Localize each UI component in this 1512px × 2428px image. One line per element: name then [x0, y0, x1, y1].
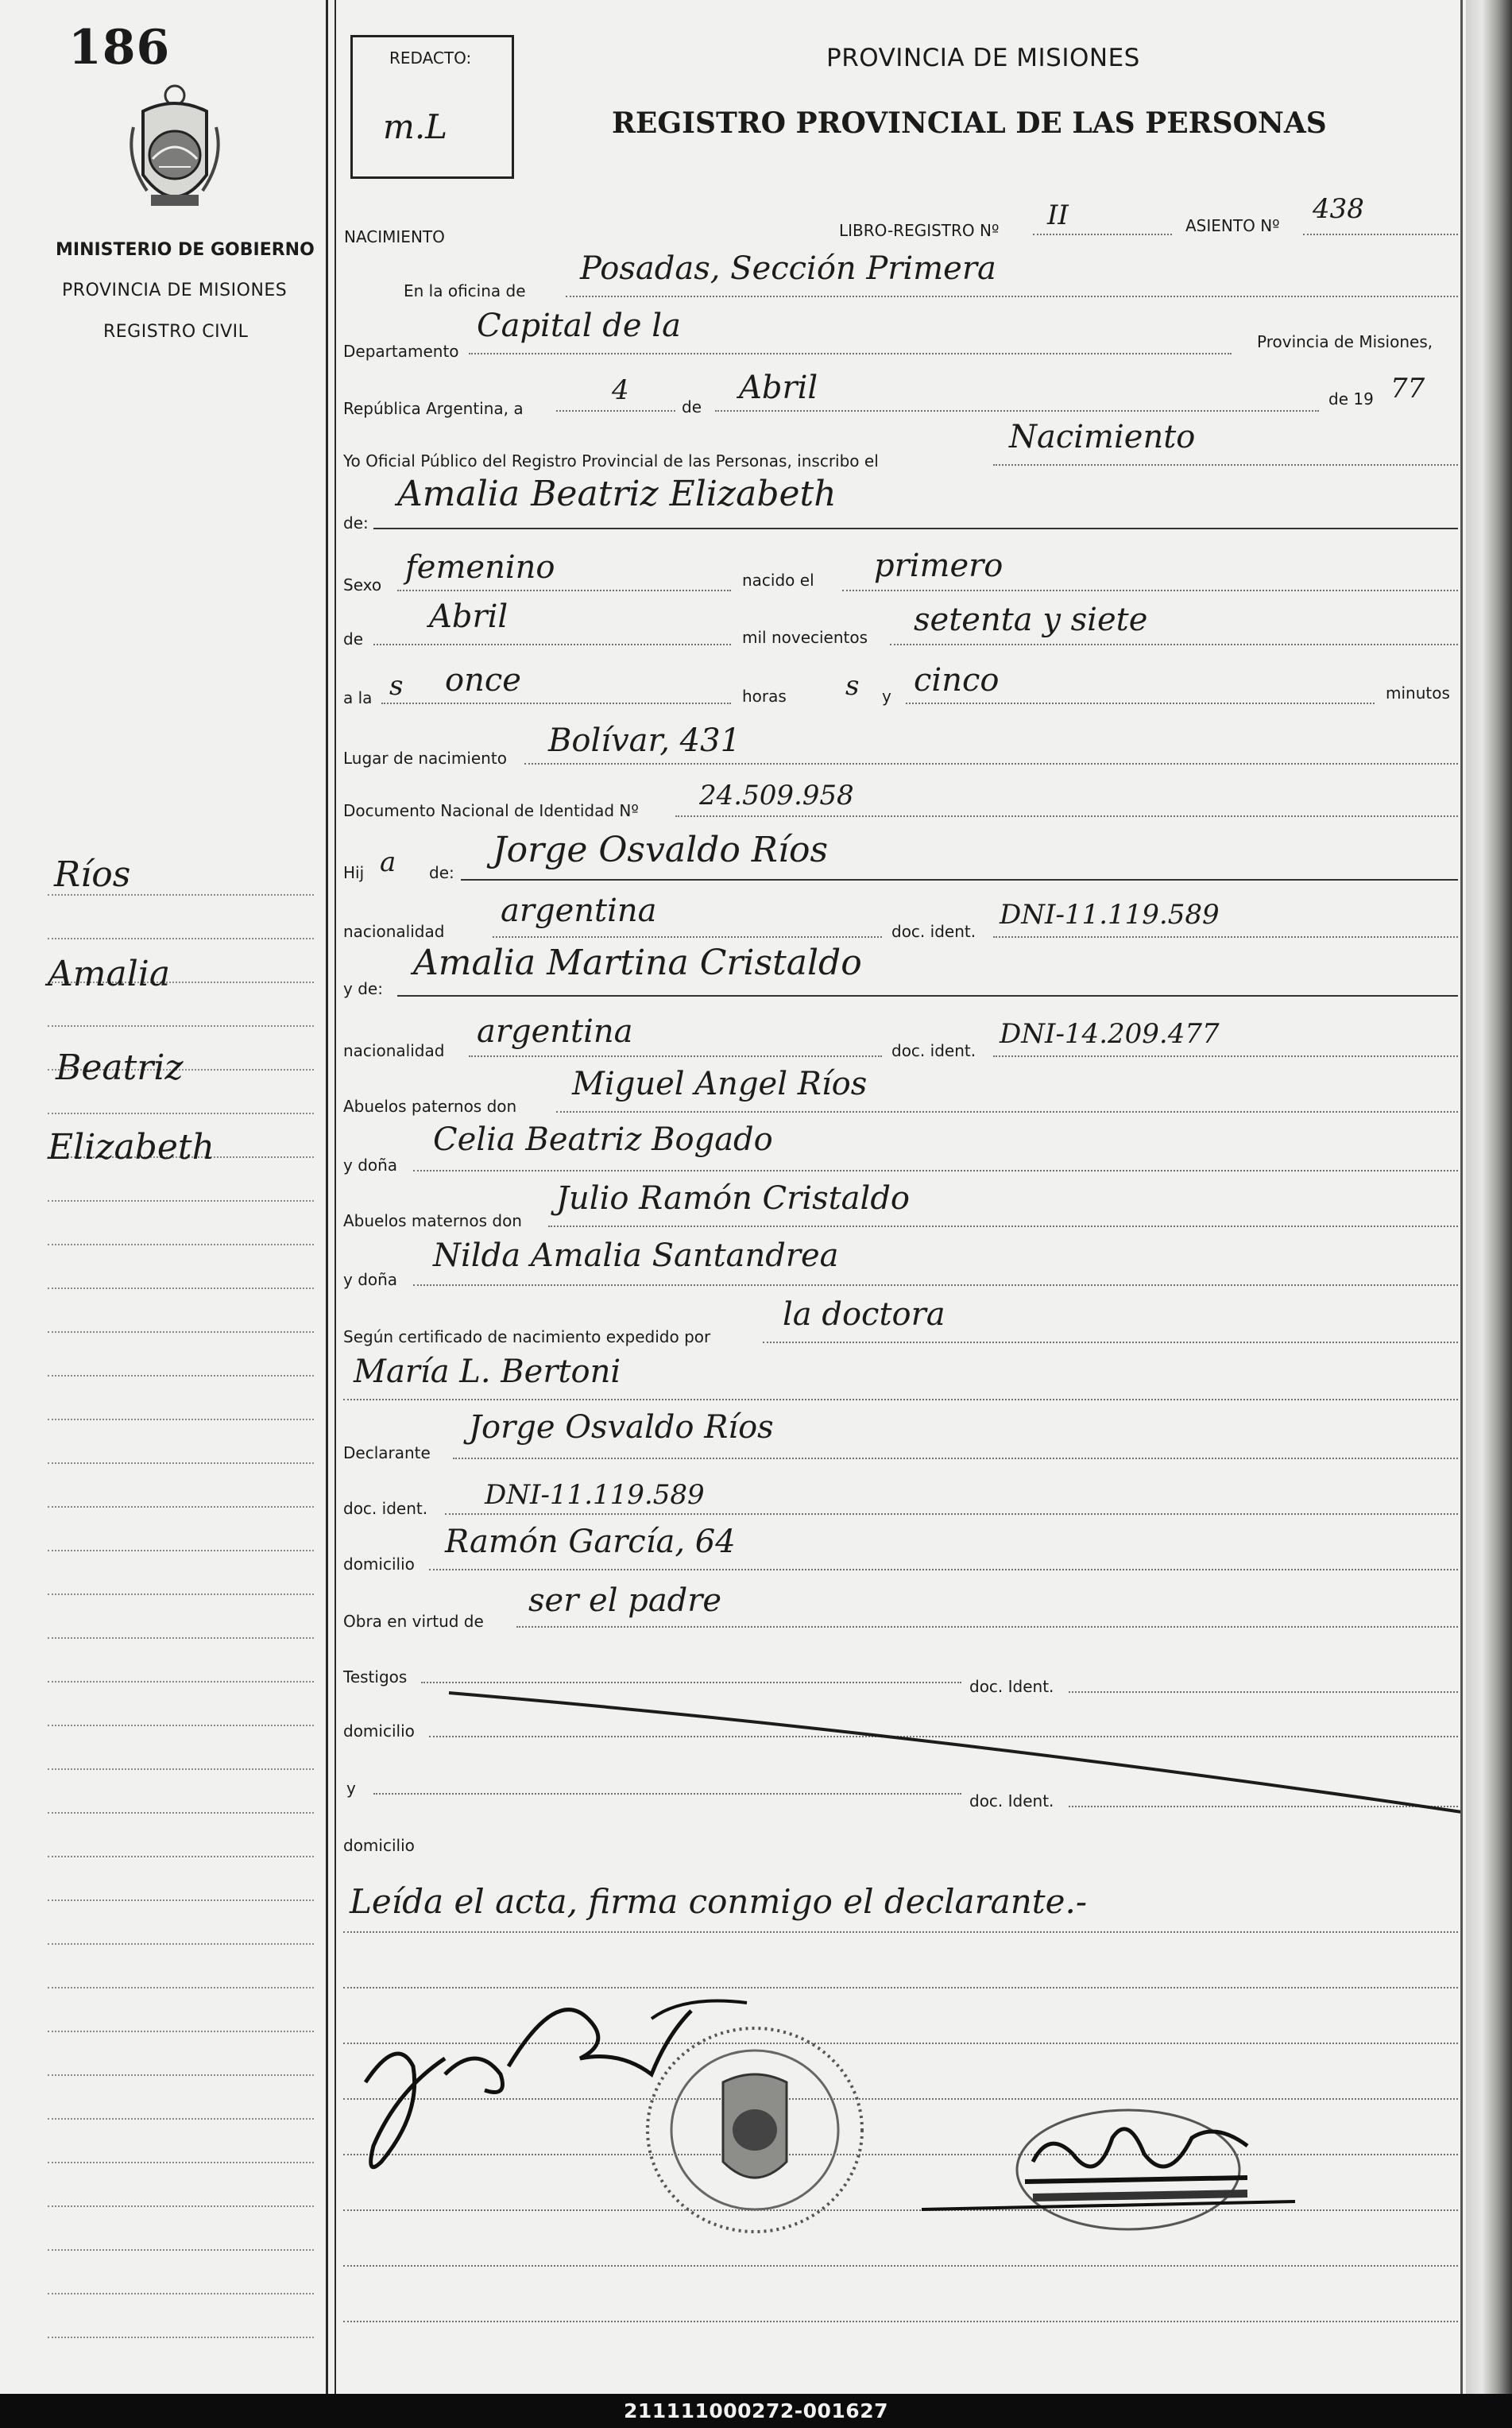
margin-ruled-line	[48, 1419, 314, 1420]
registry-seal-icon	[636, 2011, 874, 2249]
margin-ruled-line	[48, 1288, 314, 1289]
docident-declarante-label: doc. ident.	[343, 1499, 428, 1518]
margin-ruled-line	[48, 1593, 314, 1595]
margin-ruled-line	[48, 2249, 314, 2251]
mes-nac-label: de	[343, 629, 363, 649]
margin-ruled-line	[48, 1025, 314, 1027]
provincia-label: Provincia de Misiones,	[1257, 332, 1433, 351]
oficina-label: En la oficina de	[404, 281, 526, 300]
docident-padre-label: doc. ident.	[891, 922, 976, 941]
ministry-title: MINISTERIO DE GOBIERNO	[56, 240, 315, 260]
testigo-domicilio-label: domicilio	[343, 1721, 415, 1741]
declarante-value: Jorge Osvaldo Ríos	[469, 1409, 774, 1446]
hij-de-label: de:	[429, 863, 454, 882]
margin-ruled-line	[48, 1462, 314, 1464]
margin-ruled-line	[48, 2205, 314, 2207]
signature-ruled-line	[343, 2321, 1458, 2322]
coat-of-arms-icon	[119, 79, 230, 223]
margin-ruled-line	[48, 1637, 314, 1639]
ala-value: s	[389, 670, 404, 702]
sexo-value: femenino	[405, 549, 555, 586]
testigo-docident-label: doc. Ident.	[969, 1677, 1054, 1696]
anio-label: de 19	[1328, 389, 1374, 409]
margin-second-name: Beatriz	[56, 1047, 184, 1088]
margin-ruled-line	[48, 2293, 314, 2294]
nacionalidad-padre-value: argentina	[501, 893, 657, 929]
abuelo-paterno-value: Miguel Angel Ríos	[572, 1066, 868, 1102]
closing-statement: Leída el acta, firma conmigo el declarante.-	[350, 1882, 1088, 1921]
oficina-value: Posadas, Sección Primera	[580, 250, 996, 287]
libro-value: II	[1047, 199, 1069, 231]
docident-madre-label: doc. ident.	[891, 1041, 976, 1060]
de-label: de	[682, 397, 702, 416]
margin-ruled-line	[48, 1200, 314, 1202]
official-signature-icon	[914, 2098, 1359, 2257]
margin-ruled-line	[48, 1943, 314, 1945]
lugar-label: Lugar de nacimiento	[343, 749, 507, 768]
testigos-label: Testigos	[343, 1667, 408, 1686]
margin-ruled-line	[48, 2031, 314, 2032]
madre-label: y de:	[343, 979, 383, 998]
document-id: 211111000272-001627	[624, 2399, 888, 2422]
docident-madre-value: DNI-14.209.477	[1000, 1018, 1220, 1050]
declarante-label: Declarante	[343, 1443, 431, 1462]
sexo-label: Sexo	[343, 575, 382, 594]
hora-value: once	[445, 662, 521, 699]
margin-ruled-line	[48, 1725, 314, 1726]
column-divider-inner	[334, 0, 336, 2394]
margin-ruled-line	[48, 1768, 314, 1770]
hora-plural-value: s	[845, 670, 860, 702]
departamento-label: Departamento	[343, 342, 459, 361]
horas-label: horas	[742, 687, 787, 706]
domicilio-label: domicilio	[343, 1555, 415, 1574]
margin-ruled-line	[48, 2162, 314, 2163]
inscribo-value: Nacimiento	[1009, 419, 1196, 455]
y-label: y	[882, 687, 891, 706]
padre-value: Jorge Osvaldo Ríos	[493, 830, 829, 870]
margin-ruled-line	[48, 1331, 314, 1333]
margin-ruled-line	[48, 1506, 314, 1508]
register-number: 186	[68, 20, 171, 76]
libro-label: LIBRO-REGISTRO Nº	[839, 221, 1000, 240]
margin-ruled-line	[48, 1244, 314, 1245]
record-type-label: NACIMIENTO	[344, 227, 445, 246]
margin-ruled-line	[48, 1681, 314, 1683]
anio-nac-value: setenta y siete	[914, 602, 1148, 638]
domicilio-value: Ramón García, 64	[445, 1524, 736, 1560]
page-right-border	[1460, 0, 1463, 2394]
redacto-initials: m.L	[383, 107, 448, 146]
margin-ruled-line	[48, 1987, 314, 1988]
abuelo-materno-value: Julio Ramón Cristaldo	[556, 1180, 910, 1217]
margin-ruled-line	[48, 1113, 314, 1114]
nacido-value: primero	[874, 548, 1003, 584]
margin-first-name: Amalia	[48, 954, 171, 994]
mes-nac-value: Abril	[429, 598, 509, 635]
margin-ruled-line	[48, 1899, 314, 1901]
asiento-label: ASIENTO Nº	[1185, 216, 1280, 235]
certificado-label: Según certificado de nacimiento expedido por	[343, 1327, 711, 1346]
abuela-paterna-label: y doña	[343, 1156, 398, 1175]
column-divider	[326, 0, 328, 2394]
nacido-label: nacido el	[742, 571, 814, 590]
abuela-materna-value: Nilda Amalia Santandrea	[433, 1237, 839, 1274]
hij-label: Hij	[343, 863, 365, 882]
page-edge-shadow	[1466, 0, 1512, 2394]
margin-surname: Ríos	[54, 854, 131, 895]
mes-value: Abril	[739, 370, 818, 406]
strike-line	[445, 1685, 1470, 1820]
nacionalidad-madre-value: argentina	[477, 1013, 633, 1050]
docident-declarante-value: DNI-11.119.589	[485, 1479, 705, 1511]
redacto-label: REDACTO:	[389, 48, 472, 68]
republica-label: República Argentina, a	[343, 399, 524, 418]
margin-ruled-line	[48, 938, 314, 939]
margin-ruled-line	[48, 2337, 314, 2338]
testigo2-docident-label: doc. Ident.	[969, 1791, 1054, 1810]
abuelos-maternos-label: Abuelos maternos don	[343, 1211, 522, 1230]
dni-value: 24.509.958	[699, 780, 854, 811]
departamento-value: Capital de la	[477, 308, 681, 344]
margin-ruled-line	[48, 1812, 314, 1814]
nacionalidad-padre-label: nacionalidad	[343, 922, 445, 941]
margin-ruled-line	[48, 2074, 314, 2076]
ministry-registry: REGISTRO CIVIL	[103, 322, 249, 342]
docident-padre-value: DNI-11.119.589	[1000, 899, 1220, 931]
margin-ruled-line	[48, 1375, 314, 1377]
testigo2-label: y	[346, 1779, 356, 1798]
obra-label: Obra en virtud de	[343, 1612, 484, 1631]
anio-value: 77	[1390, 373, 1425, 405]
minutos-value: cinco	[914, 662, 1000, 699]
margin-third-name: Elizabeth	[48, 1127, 215, 1168]
lugar-value: Bolívar, 431	[548, 722, 741, 759]
margin-ruled-line	[48, 1856, 314, 1857]
redacto-box	[350, 35, 514, 179]
medico-value: María L. Bertoni	[354, 1353, 621, 1390]
signature-ruled-line	[343, 2265, 1458, 2267]
nacionalidad-madre-label: nacionalidad	[343, 1041, 445, 1060]
mil-label: mil novecientos	[742, 628, 868, 647]
registry-title: REGISTRO PROVINCIAL DE LAS PERSONAS	[612, 106, 1327, 140]
ministry-province: PROVINCIA DE MISIONES	[62, 281, 288, 300]
footer-bar	[0, 2394, 1512, 2428]
asiento-value: 438	[1313, 193, 1364, 225]
oficial-label: Yo Oficial Público del Registro Provincial de las Personas, inscribo el	[343, 451, 879, 470]
minutos-label: minutos	[1386, 683, 1450, 703]
abuelos-paternos-label: Abuelos paternos don	[343, 1097, 517, 1116]
nombre-label: de:	[343, 513, 369, 532]
dni-label: Documento Nacional de Identidad Nº	[343, 801, 639, 820]
nombre-value: Amalia Beatriz Elizabeth	[397, 474, 837, 514]
abuela-materna-label: y doña	[343, 1270, 398, 1289]
ala-label: a la	[343, 688, 373, 707]
abuela-paterna-value: Celia Beatriz Bogado	[433, 1121, 773, 1158]
margin-ruled-line	[48, 2118, 314, 2120]
obra-value: ser el padre	[528, 1582, 722, 1619]
certificado-value: la doctora	[783, 1296, 945, 1333]
madre-value: Amalia Martina Cristaldo	[413, 943, 862, 983]
hij-value: a	[380, 846, 396, 878]
province-title: PROVINCIA DE MISIONES	[826, 44, 1140, 72]
testigo2-domicilio-label: domicilio	[343, 1836, 415, 1855]
dia-value: 4	[612, 374, 629, 406]
margin-ruled-line	[48, 1550, 314, 1551]
